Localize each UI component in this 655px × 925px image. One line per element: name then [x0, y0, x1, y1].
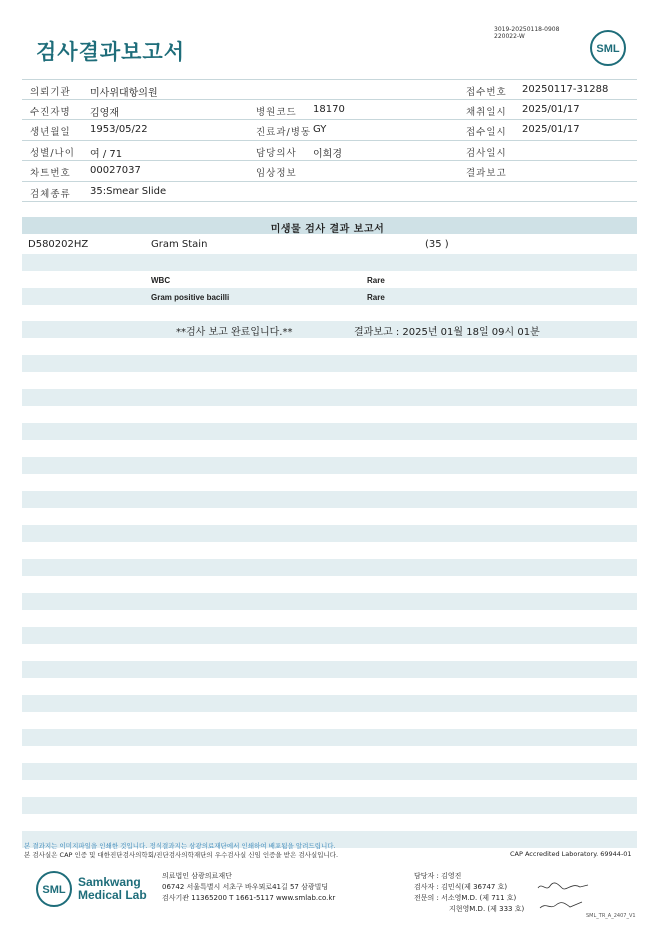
finding-result-wbc: Rare: [367, 276, 385, 285]
row-stripe: [22, 491, 637, 508]
report-complete-message: **검사 보고 완료입니다.**: [176, 327, 293, 338]
info-value: 18170: [313, 103, 345, 115]
staff-manager: 담당자 : 김영진: [414, 872, 462, 880]
info-row: [22, 141, 637, 162]
info-row: [22, 161, 637, 182]
row-stripe: [22, 695, 637, 712]
info-label: 임상정보: [256, 168, 297, 179]
result-section-title: 미생물 검사 결과 보고서: [270, 224, 385, 235]
row-stripe: [22, 389, 637, 406]
row-stripe: [22, 729, 637, 746]
test-name: Gram Stain: [151, 239, 208, 250]
report-time: 결과보고 : 2025년 01월 18일 09시 01분: [354, 327, 540, 338]
lab-street: 06742 서울특별시 서초구 바우뫼로41길 57 삼광빌딩: [162, 883, 329, 891]
info-value: 1953/05/22: [90, 124, 148, 135]
row-stripe: [22, 321, 637, 338]
finding-result-gpb: Rare: [367, 293, 385, 302]
row-stripe: [22, 559, 637, 576]
brand-name: [78, 876, 147, 902]
info-row: [22, 79, 637, 100]
row-stripe: [22, 355, 637, 372]
brand-line2: Medical Lab: [78, 888, 147, 902]
result-stripes: [22, 217, 637, 847]
info-label: 생년월일: [30, 127, 71, 138]
row-stripe: [22, 627, 637, 644]
info-value: 2025/01/17: [522, 103, 580, 115]
signature-image: [536, 880, 592, 914]
row-stripe: [22, 661, 637, 678]
patient-info-table: [22, 79, 637, 202]
document-code-line1: 3019-20250118-0908: [494, 26, 560, 33]
info-value: 이희경: [313, 148, 342, 160]
row-stripe: [22, 797, 637, 814]
staff-list: [414, 871, 524, 915]
info-row: [22, 100, 637, 121]
info-row: [22, 182, 637, 203]
info-label: 성별/나이: [30, 147, 75, 159]
specimen-number: (35 ): [425, 239, 449, 250]
row-stripe: [22, 763, 637, 780]
document-code-line2: 220022-W: [494, 33, 525, 40]
info-value: GY: [313, 124, 327, 135]
sml-logo-bottom: [36, 871, 72, 907]
lab-name: 의료법인 삼광의료재단: [162, 872, 232, 880]
info-value: 35:Smear Slide: [90, 185, 167, 197]
info-label: 담당의사: [256, 147, 297, 159]
row-stripe: [22, 593, 637, 610]
info-label: 접수번호: [466, 87, 507, 98]
info-label: 검사일시: [466, 147, 507, 159]
info-label: 의뢰기관: [30, 87, 71, 98]
staff-specialist-2: 지현영M.D. (제 333 호): [449, 905, 525, 913]
info-label: 수진자명: [30, 106, 71, 118]
row-stripe: [22, 254, 637, 271]
info-label: 병원코드: [256, 106, 297, 118]
page-title: 검사결과보고서: [36, 40, 186, 64]
info-label: 채취일시: [466, 106, 507, 118]
info-value: 미사위대항의원: [90, 88, 158, 99]
info-row: [22, 120, 637, 141]
staff-tester: 검사자 : 김민식(제 36747 호): [414, 883, 508, 891]
info-label: 진료과/병동: [256, 127, 312, 138]
info-value: 김영재: [90, 107, 119, 119]
info-label: 결과보고: [466, 168, 507, 179]
document-code: [494, 26, 559, 40]
info-value: 00027037: [90, 165, 141, 176]
form-code: SML_TR_A_2407_V1: [586, 913, 636, 919]
info-value: 20250117-31288: [522, 84, 609, 95]
info-value: 여 / 71: [90, 148, 123, 160]
print-notice: 본 결과지는 이미지파일을 인쇄한 것입니다. 정식결과지는 삼광의료재단에서 인쇄하여 배포됨을 알려드립니다.: [24, 842, 336, 850]
logo-bottom-text: SML: [42, 884, 66, 896]
staff-specialist-1: 전문의 : 서소영M.D. (제 711 호): [414, 894, 517, 902]
row-stripe: [22, 525, 637, 542]
row-stripe: [22, 457, 637, 474]
row-stripe: [22, 423, 637, 440]
test-code: D580202HZ: [28, 239, 89, 250]
cap-accreditation: CAP Accredited Laboratory. 69944-01: [510, 850, 632, 858]
logo-top-text: SML: [596, 43, 620, 55]
info-label: 접수일시: [466, 127, 507, 138]
finding-name-gpb: Gram positive bacilli: [151, 293, 230, 302]
sml-logo-top: [590, 30, 626, 66]
finding-name-wbc: WBC: [151, 276, 171, 285]
brand-line1: Samkwang: [78, 875, 141, 889]
info-label: 검체종류: [30, 188, 71, 200]
info-value: 2025/01/17: [522, 124, 580, 135]
lab-address: [162, 871, 335, 904]
info-label: 차트번호: [30, 168, 71, 179]
accreditation-notice: 본 검사실은 CAP 인증 및 대한진단검사의학회/진단검사의학재단의 우수검사실 신임 인증을 받은 검사실입니다.: [24, 851, 339, 859]
lab-contact: 검사기관 11365200 T 1661-5117 www.smlab.co.kr: [162, 894, 336, 902]
row-stripe: [22, 288, 637, 305]
